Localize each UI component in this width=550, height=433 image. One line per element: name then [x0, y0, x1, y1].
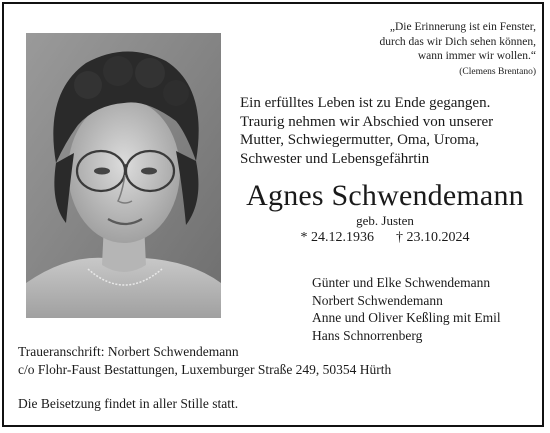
- quote-line: wann immer wir wollen.“: [417, 50, 536, 62]
- intro-line: Ein erfülltes Leben ist zu Ende gegangen.: [240, 95, 491, 111]
- mourners-list: [312, 274, 501, 344]
- mourner-line: Günter und Elke Schwendemann: [312, 275, 491, 290]
- intro-text: [240, 94, 493, 168]
- mourner-line: Hans Schnorrenberg: [312, 327, 423, 343]
- portrait-photo: [26, 33, 221, 318]
- funeral-note: Die Beisetzung findet in aller Stille statt.: [18, 396, 239, 411]
- intro-line: Schwester und Lebensgefährtin: [240, 150, 430, 167]
- life-dates: [240, 229, 530, 247]
- address-line: Traueranschrift: Norbert Schwendemann: [18, 344, 239, 359]
- deceased-name: Agnes Schwendemann: [246, 179, 524, 212]
- intro-line: Traurig nehmen wir Abschied von unserer: [240, 113, 494, 130]
- address-line: c/o Flohr-Faust Bestattungen, Luxemburger Straße 249, 50354 Hürth: [18, 361, 392, 377]
- quote-line: „Die Erinnerung ist ein Fenster,: [389, 21, 536, 33]
- death-date: † 23.10.2024: [396, 230, 470, 245]
- quote-block: [306, 20, 536, 79]
- mourner-line: Norbert Schwendemann: [312, 292, 443, 308]
- quote-line: durch das wir Dich sehen können,: [379, 35, 536, 48]
- birth-name: geb. Justen: [356, 213, 414, 228]
- condolence-address: [18, 343, 391, 378]
- quote-author: (Clemens Brentano): [459, 66, 536, 77]
- intro-line: Mutter, Schwiegermutter, Oma, Uroma,: [240, 132, 480, 148]
- birth-date: * 24.12.1936: [300, 230, 374, 245]
- mourner-line: Anne und Oliver Keßling mit Emil: [312, 310, 501, 325]
